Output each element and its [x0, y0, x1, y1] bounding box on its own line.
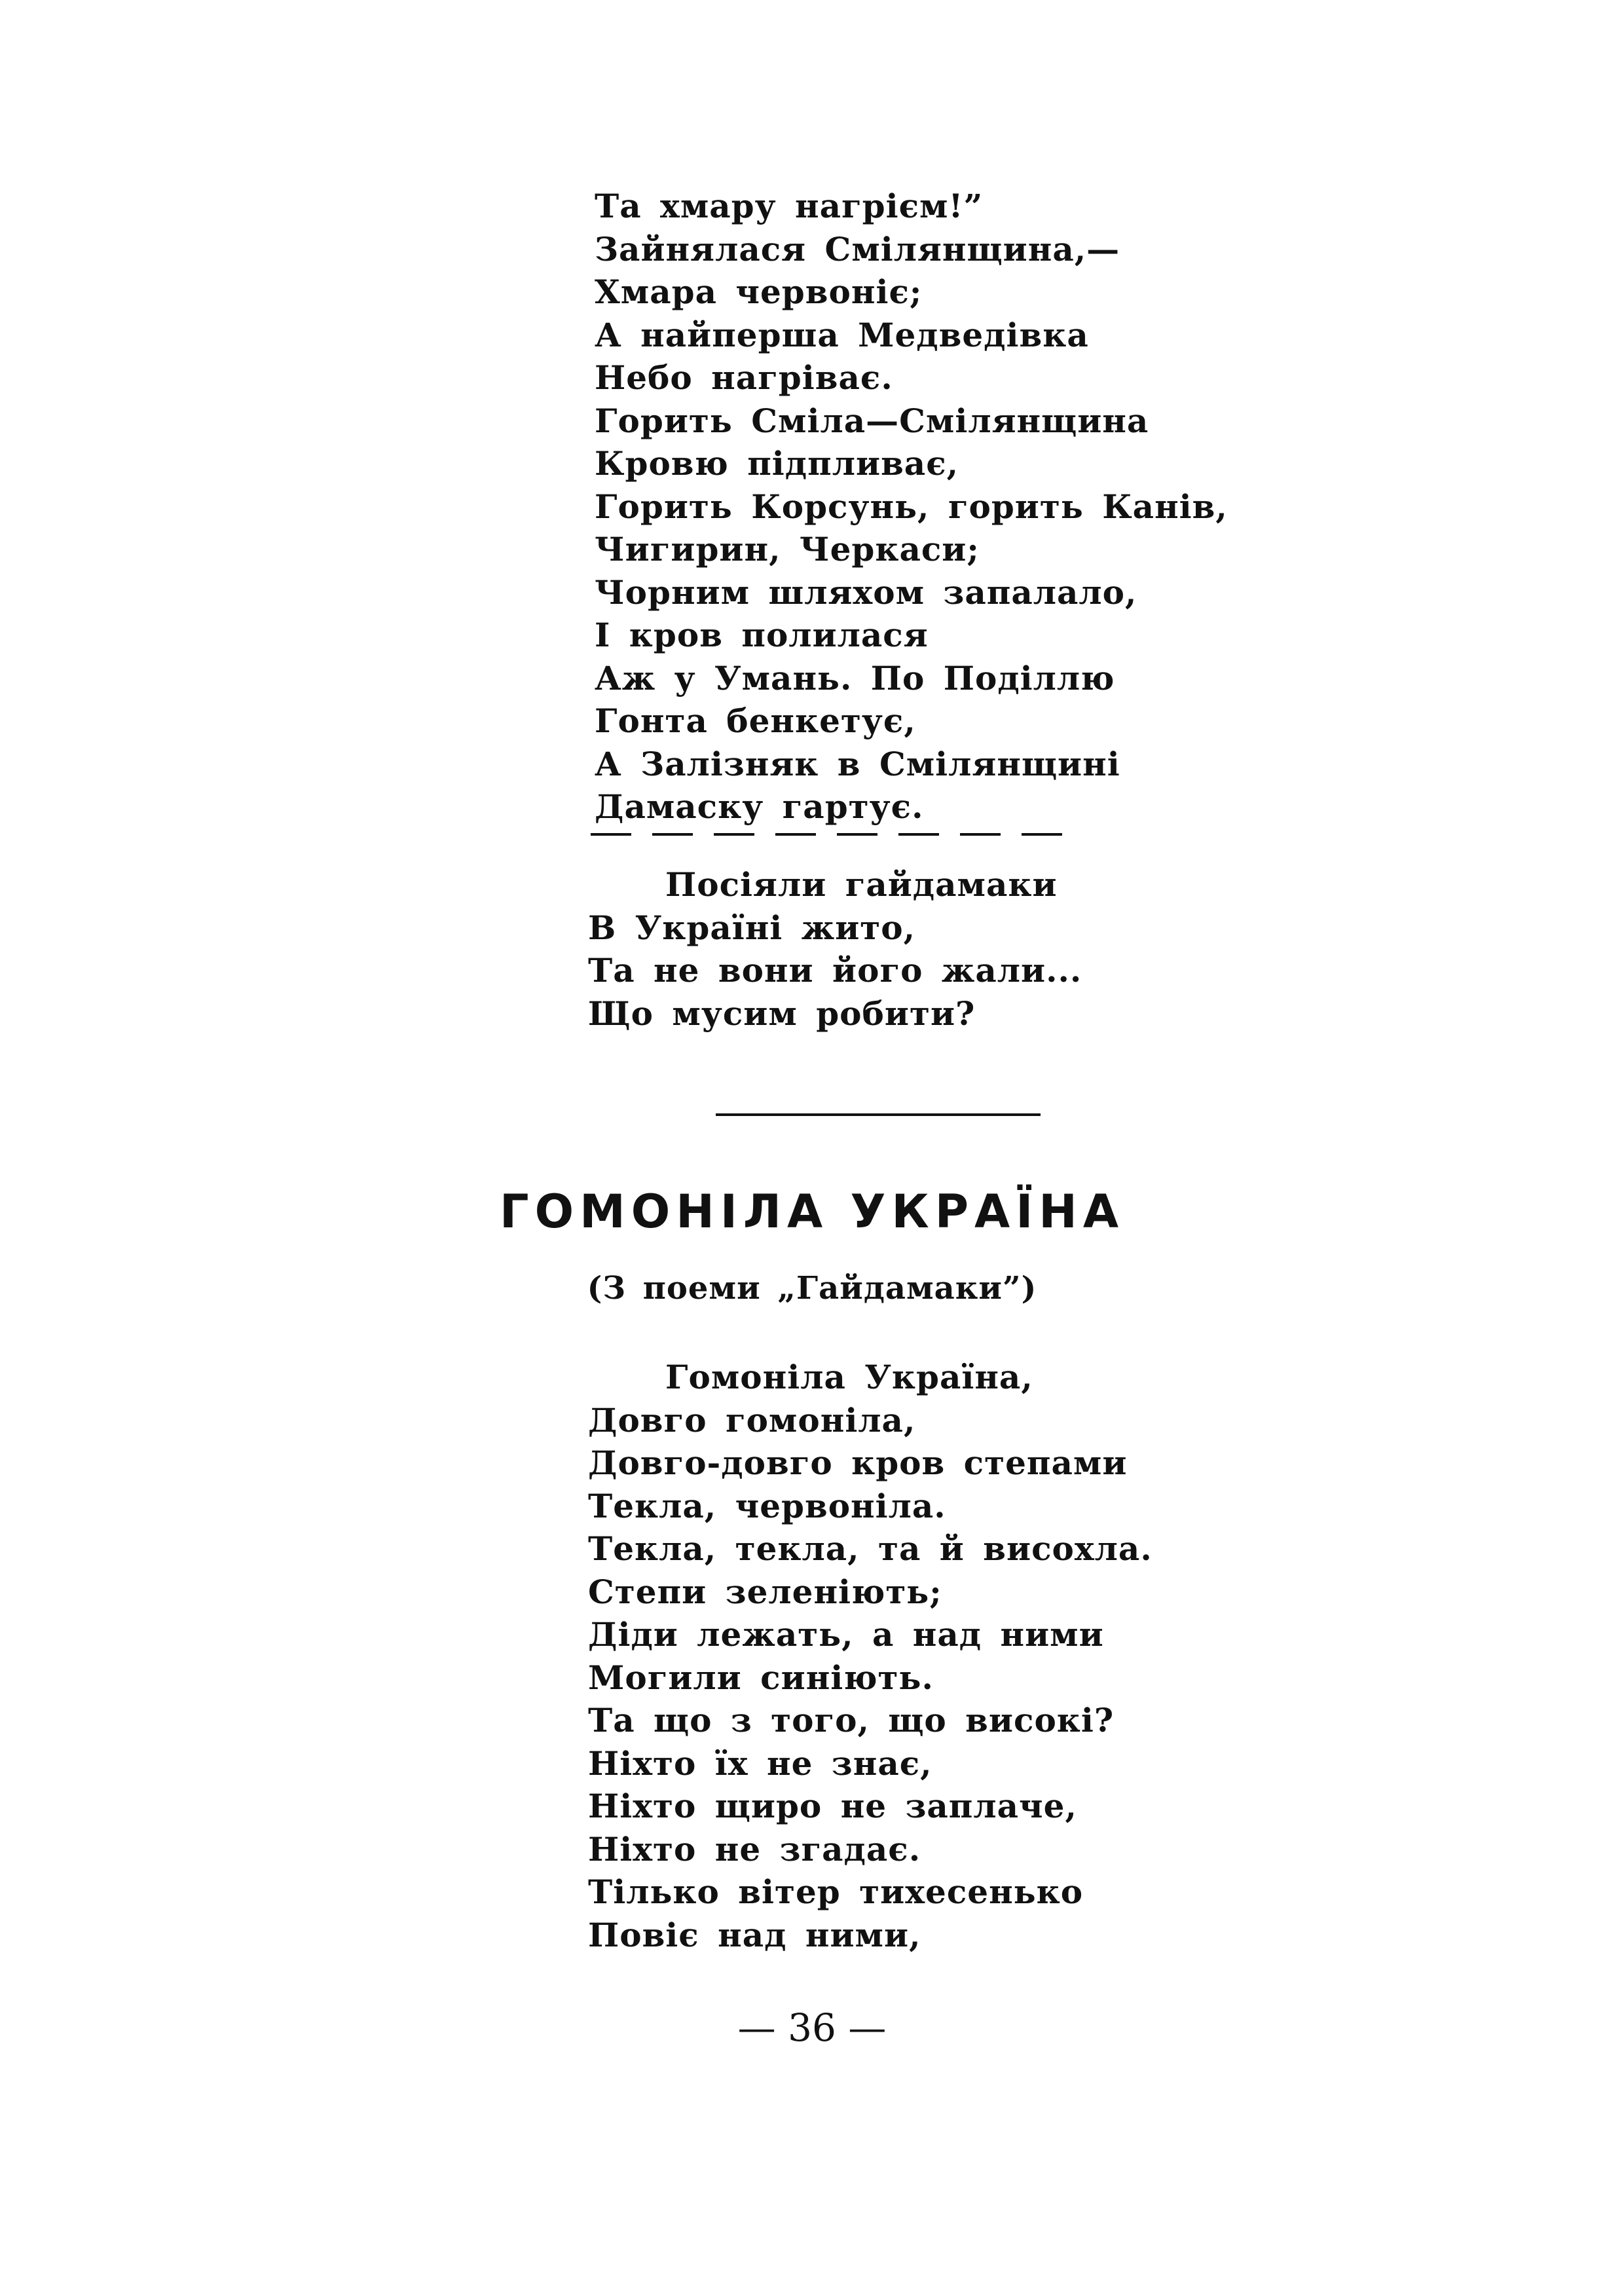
verse-line: Чорним шляхом запалало, [595, 572, 1137, 612]
stanza-2 [588, 863, 1082, 1035]
verse-line: Чигирин, Черкаси; [595, 530, 980, 568]
verse-line: Та що з того, що високі? [588, 1701, 1115, 1740]
verse-line: Хмара червоніє; [595, 272, 923, 311]
verse-line: Небо нагріває. [595, 358, 893, 397]
verse-line: Діди лежать, а над ними [588, 1615, 1104, 1654]
verse-line: Зайнялася Смілянщина,— [595, 229, 1120, 269]
verse-line: Та хмару нагрієм!” [595, 187, 984, 225]
verse-line: Ніхто не згадає. [588, 1829, 921, 1869]
verse-line: Горить Сміла—Смілянщина [595, 401, 1149, 440]
poem-title: ГОМОНІЛА УКРАЇНА [499, 1185, 1125, 1238]
verse-line: Та не вони його жали... [588, 951, 1082, 990]
verse-line: І кров полилася [595, 616, 929, 654]
verse-line: Горить Корсунь, горить Канів, [595, 487, 1228, 526]
verse-line: Що мусим робити? [588, 994, 976, 1033]
verse-line: Степи зеленіють; [588, 1572, 942, 1611]
verse-line: Ніхто їх не знає, [588, 1743, 932, 1783]
verse-line: Кровю підпливає, [595, 444, 959, 483]
dashed-separator [591, 833, 1062, 836]
verse-line: Посіяли гайдамаки [665, 865, 1058, 904]
page-number: — 36 — [737, 2005, 887, 2050]
verse-line: Тілько вітер тихесенько [588, 1872, 1084, 1911]
verse-line: Гомоніла Україна, [665, 1358, 1033, 1396]
verse-line: Текла, текла, та й висохла. [588, 1529, 1153, 1568]
stanza-1 [595, 185, 1228, 828]
section-divider [716, 1113, 1041, 1116]
poem-subtitle: (З поеми „Гайдамаки”) [587, 1270, 1037, 1307]
verse-line: Могили синіють. [588, 1658, 934, 1697]
verse-line: Аж у Умань. По Поділлю [595, 658, 1115, 698]
verse-line: Ніхто щиро не заплаче, [588, 1787, 1077, 1825]
verse-line: Повіє над ними, [588, 1915, 921, 1954]
verse-line: Довго-довго кров степами [588, 1443, 1128, 1482]
stanza-3 [588, 1356, 1153, 1956]
verse-line: Гонта бенкетує, [595, 701, 916, 740]
verse-line: Дамаску гартує. [595, 787, 924, 826]
verse-line: Текла, червоніла. [588, 1486, 946, 1525]
verse-line: А найперша Медведівка [595, 315, 1089, 354]
verse-line: В Україні жито, [588, 908, 916, 947]
verse-line: Довго гомоніла, [588, 1400, 916, 1440]
verse-line: А Залізняк в Смілянщині [595, 744, 1120, 783]
